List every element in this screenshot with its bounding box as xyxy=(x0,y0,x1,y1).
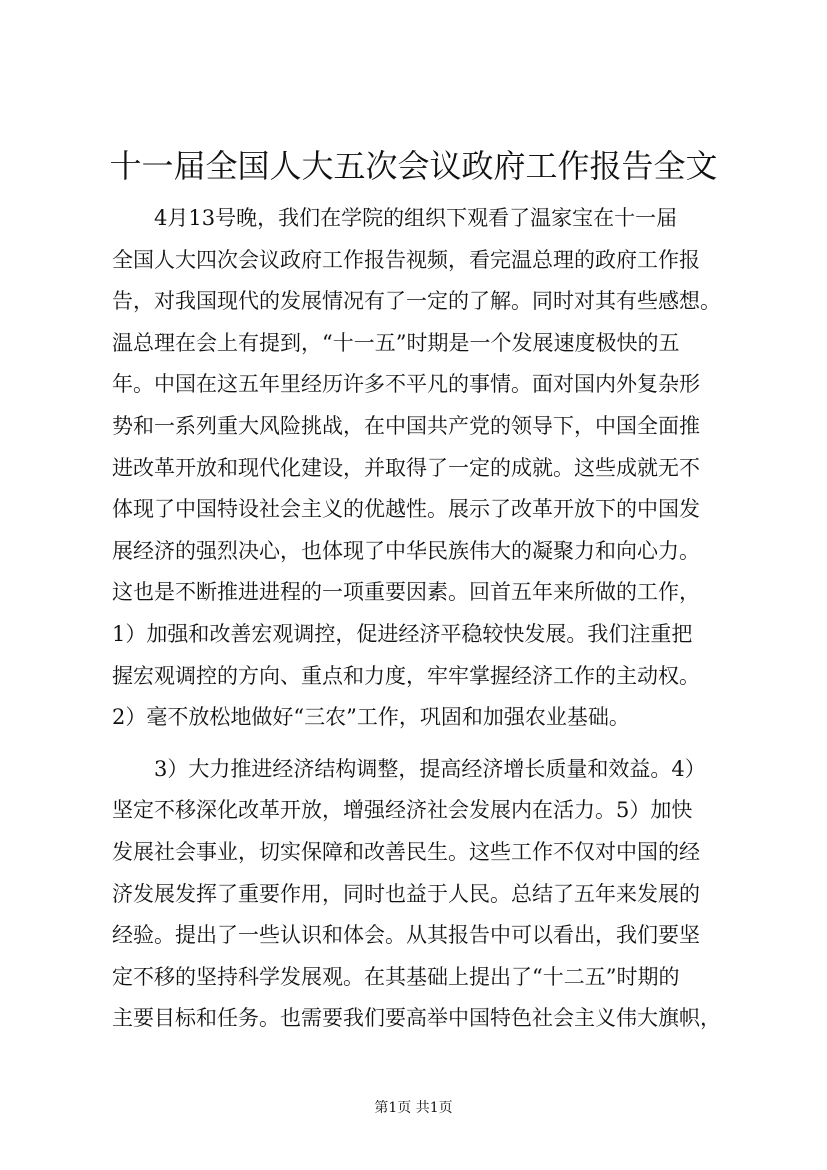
body-line: 体现了中国特设社会主义的优越性。展示了改革开放下的中国发 xyxy=(112,497,700,522)
body-line: 展经济的强烈决心，也体现了中华民族伟大的凝聚力和向心力。 xyxy=(112,538,700,563)
body-line: 经验。提出了一些认识和体会。从其报告中可以看出，我们要坚 xyxy=(112,923,700,948)
body-line: 告，对我国现代的发展情况有了一定的了解。同时对其有些感想。 xyxy=(112,289,721,314)
body-line: 年。中国在这五年里经历许多不平凡的事情。面对国内外复杂形 xyxy=(112,372,700,397)
body-line: 3）大力推进经济结构调整，提高经济增长质量和效益。4） xyxy=(154,756,706,781)
body-line: 济发展发挥了重要作用，同时也益于人民。总结了五年来发展的 xyxy=(112,881,700,906)
body-line: 全国人大四次会议政府工作报告视频，看完温总理的政府工作报 xyxy=(112,247,700,272)
body-line: 握宏观调控的方向、重点和力度，牢牢掌握经济工作的主动权。 xyxy=(112,663,700,688)
document-title: 十一届全国人大五次会议政府工作报告全文 xyxy=(109,147,718,185)
body-line: 坚定不移深化改革开放，增强经济社会发展内在活力。5）加快 xyxy=(112,798,693,823)
page-number-footer: 第1页 共1页 xyxy=(374,1100,453,1116)
body-line: 这也是不断推进进程的一项重要因素。回首五年来所做的工作， xyxy=(112,580,700,605)
body-line: 1）加强和改善宏观调控，促进经济平稳较快发展。我们注重把 xyxy=(112,621,693,646)
body-line: 温总理在会上有提到，“十一五”时期是一个发展速度极快的五 xyxy=(112,330,680,355)
body-line: 发展社会事业，切实保障和改善民生。这些工作不仅对中国的经 xyxy=(112,839,700,864)
body-line: 势和一系列重大风险挑战，在中国共产党的领导下，中国全面推 xyxy=(112,413,700,438)
body-line: 定不移的坚持科学发展观。在其基础上提出了“十二五”时期的 xyxy=(112,964,680,989)
body-line: 4月13号晚，我们在学院的组织下观看了温家宝在十一届 xyxy=(154,206,678,230)
body-line: 2）毫不放松地做好“三农”工作，巩固和加强农业基础。 xyxy=(112,705,630,730)
document-body xyxy=(112,198,727,1040)
body-line: 进改革开放和现代化建设，并取得了一定的成就。这些成就无不 xyxy=(112,455,700,480)
body-line: 主要目标和任务。也需要我们要高举中国特色社会主义伟大旗帜， xyxy=(112,1006,721,1031)
